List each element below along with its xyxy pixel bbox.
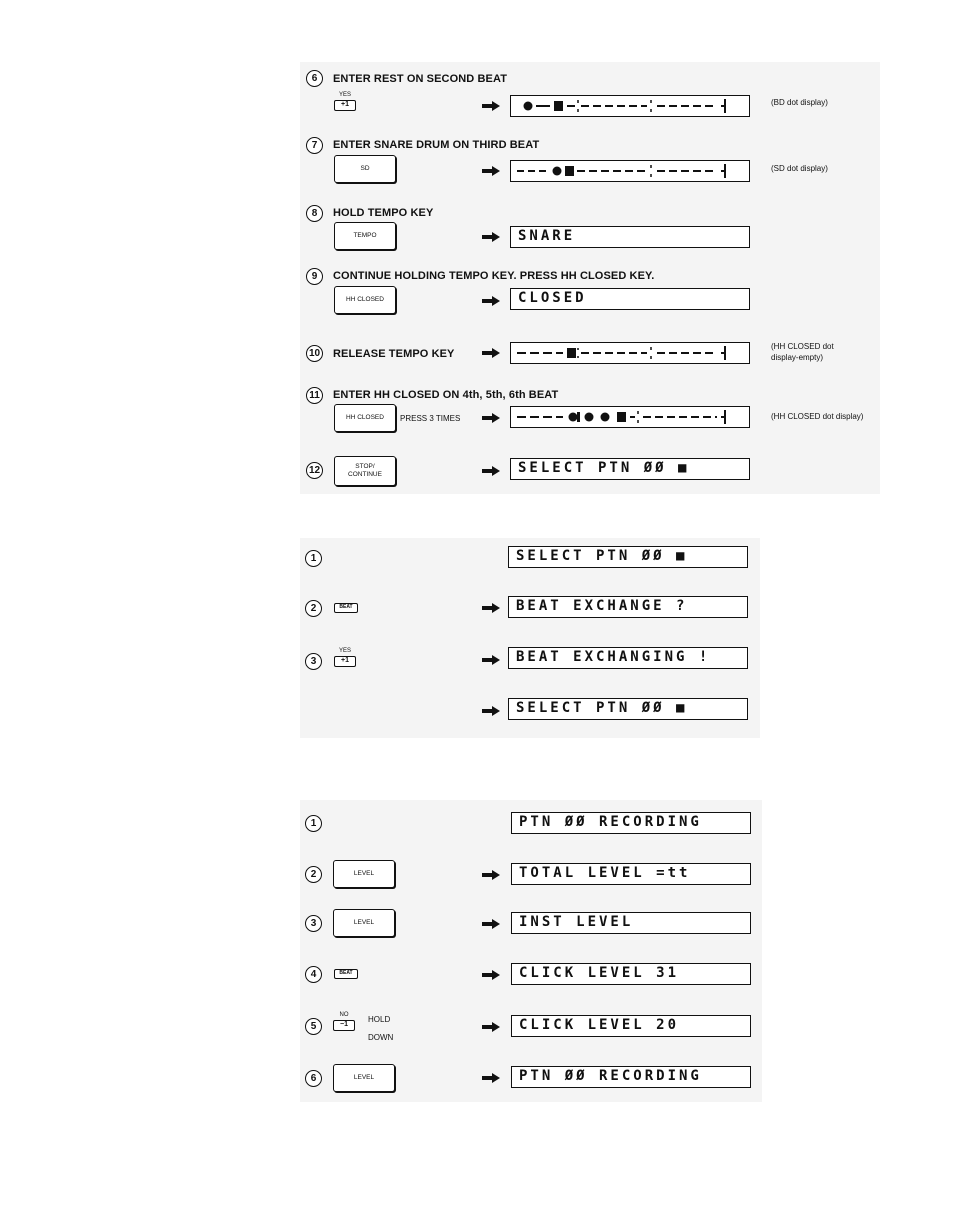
- lcd-display: TOTAL LEVEL =tt: [511, 863, 751, 885]
- bd-dot-pattern: [511, 96, 750, 117]
- lcd-display: CLOSED: [510, 288, 750, 310]
- level-key[interactable]: LEVEL: [333, 909, 395, 937]
- step-number: 2: [305, 866, 322, 883]
- step-title: ENTER HH CLOSED ON 4th, 5th, 6th BEAT: [333, 389, 559, 401]
- arrow-right-icon: [482, 1073, 500, 1083]
- level-key[interactable]: LEVEL: [333, 1064, 395, 1092]
- step-title: CONTINUE HOLDING TEMPO KEY. PRESS HH CLOSED KEY.: [333, 270, 655, 282]
- step-number: 1: [305, 815, 322, 832]
- dot-display-bd: [510, 95, 750, 117]
- lcd-display: CLICK LEVEL 20: [511, 1015, 751, 1037]
- arrow-right-icon: [482, 655, 500, 665]
- arrow-right-icon: [482, 348, 500, 358]
- step-number: 3: [305, 653, 322, 670]
- step-title: HOLD TEMPO KEY: [333, 207, 434, 219]
- hh-closed-key[interactable]: HH CLOSED: [334, 286, 396, 314]
- step-number: 12: [306, 462, 323, 479]
- arrow-right-icon: [482, 296, 500, 306]
- step-number: 11: [306, 387, 323, 404]
- arrow-right-icon: [482, 413, 500, 423]
- level-key[interactable]: LEVEL: [333, 860, 395, 888]
- hold-label: HOLD: [368, 1015, 391, 1024]
- key-top-label: YES: [338, 648, 351, 654]
- hh-dot-pattern: [511, 407, 750, 428]
- step-number: 9: [306, 268, 323, 285]
- arrow-right-icon: [482, 919, 500, 929]
- step-number: 5: [305, 1018, 322, 1035]
- stop-continue-key[interactable]: STOP/ CONTINUE: [334, 456, 396, 486]
- step-number: 7: [306, 137, 323, 154]
- arrow-right-icon: [482, 870, 500, 880]
- display-note: (HH CLOSED dot display-empty): [771, 342, 834, 362]
- sd-key[interactable]: SD: [334, 155, 396, 183]
- arrow-right-icon: [482, 466, 500, 476]
- lcd-display: SELECT PTN ØØ ■: [510, 458, 750, 480]
- arrow-right-icon: [482, 1022, 500, 1032]
- arrow-right-icon: [482, 706, 500, 716]
- arrow-right-icon: [482, 603, 500, 613]
- arrow-right-icon: [482, 101, 500, 111]
- lcd-display: BEAT EXCHANGING !: [508, 647, 748, 669]
- lcd-display: PTN ØØ RECORDING: [511, 812, 751, 834]
- step-number: 3: [305, 915, 322, 932]
- dot-display-hh-empty: [510, 342, 750, 364]
- tempo-key[interactable]: TEMPO: [334, 222, 396, 250]
- dot-display-hh: [510, 406, 750, 428]
- lcd-display: INST LEVEL: [511, 912, 751, 934]
- yes-plus-one-key[interactable]: +1: [334, 100, 356, 111]
- display-note: (SD dot display): [771, 164, 828, 173]
- dot-display-sd: [510, 160, 750, 182]
- step-number: 2: [305, 600, 322, 617]
- key-top-label: NO: [339, 1012, 349, 1018]
- step-title: ENTER REST ON SECOND BEAT: [333, 73, 508, 85]
- hh-empty-dot-pattern: [511, 343, 750, 364]
- lcd-display: SELECT PTN ØØ ■: [508, 698, 748, 720]
- lcd-display: SELECT PTN ØØ ■: [508, 546, 748, 568]
- display-note: (BD dot display): [771, 98, 828, 107]
- lcd-display: CLICK LEVEL 31: [511, 963, 751, 985]
- step-number: 8: [306, 205, 323, 222]
- step-number: 6: [305, 1070, 322, 1087]
- yes-plus-one-key[interactable]: +1: [334, 656, 356, 667]
- press-times-label: PRESS 3 TIMES: [400, 414, 461, 423]
- arrow-right-icon: [482, 970, 500, 980]
- sd-dot-pattern: [511, 161, 750, 182]
- beat-key[interactable]: BEAT: [334, 969, 358, 979]
- hh-closed-key[interactable]: HH CLOSED: [334, 404, 396, 432]
- arrow-right-icon: [482, 166, 500, 176]
- beat-key[interactable]: BEAT: [334, 603, 358, 613]
- step-title: RELEASE TEMPO KEY: [333, 348, 455, 360]
- down-label: DOWN: [368, 1033, 394, 1042]
- lcd-display: PTN ØØ RECORDING: [511, 1066, 751, 1088]
- no-minus-one-key[interactable]: −1: [333, 1020, 355, 1031]
- key-top-label: YES: [338, 92, 351, 98]
- step-number: 10: [306, 345, 323, 362]
- lcd-display: BEAT EXCHANGE ?: [508, 596, 748, 618]
- step-number: 4: [305, 966, 322, 983]
- section3-panel: [300, 800, 762, 1102]
- lcd-display: SNARE: [510, 226, 750, 248]
- step-title: ENTER SNARE DRUM ON THIRD BEAT: [333, 139, 540, 151]
- step-number: 6: [306, 70, 323, 87]
- arrow-right-icon: [482, 232, 500, 242]
- display-note: (HH CLOSED dot display): [771, 412, 864, 421]
- step-number: 1: [305, 550, 322, 567]
